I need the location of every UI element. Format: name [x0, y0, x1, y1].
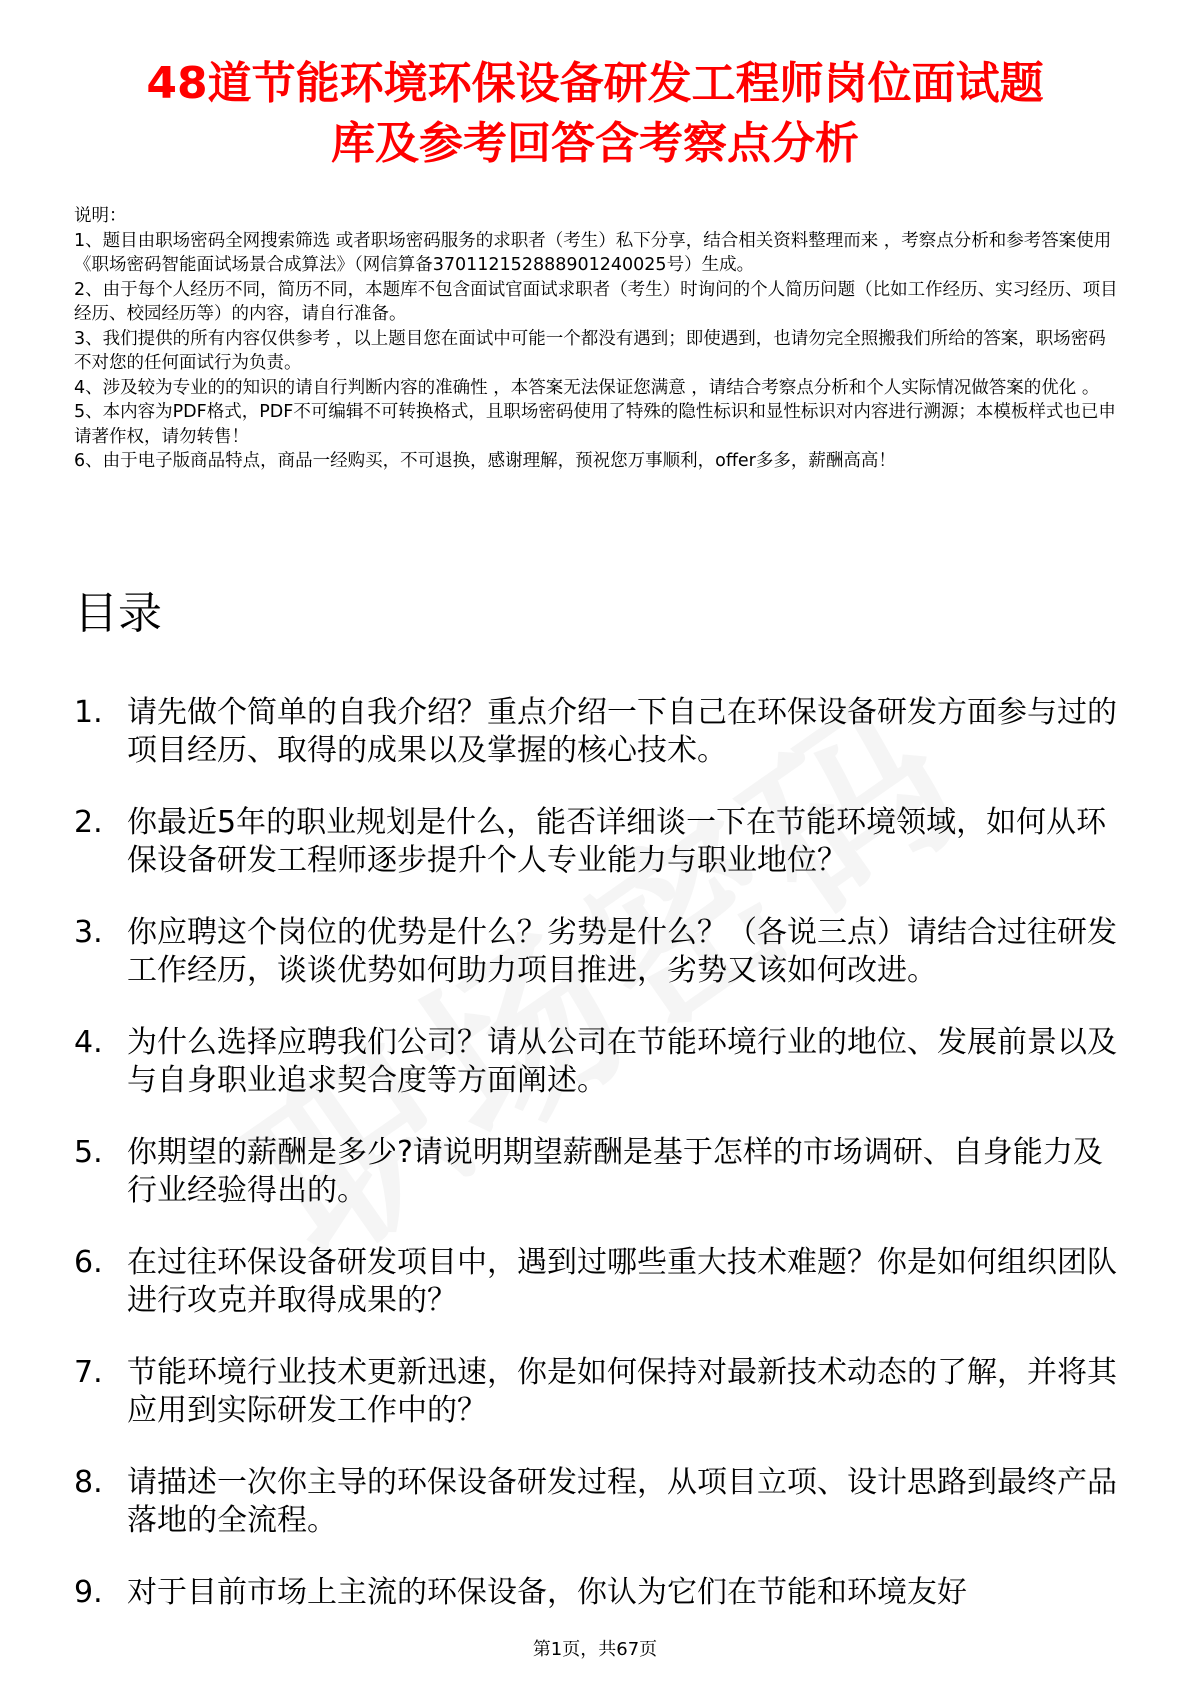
- toc-item[interactable]: [74, 1354, 1124, 1430]
- toc-item-text: 为什么选择应聘我们公司？请从公司在节能环境行业的地位、发展前景以及与自身职业追求契合度等方面阐述。: [127, 1025, 1117, 1098]
- toc-item-number: 9.: [74, 1575, 103, 1610]
- toc-item[interactable]: [74, 1024, 1124, 1100]
- note-item: 4、涉及较为专业的的知识的请自行判断内容的准确性 ，本答案无法保证您满意 ，请结合考察点分析和个人实际情况做答案的优化 。: [74, 377, 1100, 398]
- title-line-2: 库及参考回答含考察点分析: [331, 118, 859, 169]
- toc-item[interactable]: [74, 1244, 1124, 1320]
- toc-item-number: 2.: [74, 805, 103, 840]
- notes-heading: 说明：: [74, 206, 127, 226]
- page-footer: 第1页，共67页: [532, 1639, 658, 1660]
- toc-item-number: 4.: [74, 1025, 103, 1060]
- note-item: 5、本内容为PDF格式，PDF不可编辑不可转换格式，且职场密码使用了特殊的隐性标识和显性标识对内容进行溯源；本模板样式也已申请著作权，请勿转售！: [74, 402, 1116, 447]
- document-title: [60, 54, 1130, 174]
- toc-item-text: 你最近5年的职业规划是什么，能否详细谈一下在节能环境领域，如何从环保设备研发工程师逐步提升个人专业能力与职业地位？: [127, 805, 1107, 878]
- toc-item[interactable]: [74, 694, 1124, 770]
- title-line-1: 48道节能环境环保设备研发工程师岗位面试题: [146, 58, 1044, 109]
- toc-item-number: 5.: [74, 1135, 103, 1170]
- toc-item[interactable]: [74, 804, 1124, 880]
- note-item: 6、由于电子版商品特点，商品一经购买，不可退换，感谢理解，预祝您万事顺利，offer多多，薪酬高高！: [74, 451, 896, 471]
- table-of-contents: [74, 694, 1124, 1646]
- toc-item-text: 请先做个简单的自我介绍？重点介绍一下自己在环保设备研发方面参与过的项目经历、取得的成果以及掌握的核心技术。: [127, 695, 1117, 768]
- toc-item-number: 7.: [74, 1355, 103, 1390]
- note-item: 1、题目由职场密码全网搜索筛选 或者职场密码服务的求职者（考生）私下分享，结合相关资料整理而来 ，考察点分析和参考答案使用《职场密码智能面试场景合成算法》（网信算备370112152888901240025号）生成。: [74, 230, 1112, 275]
- disclaimer-notes: [74, 204, 1119, 474]
- toc-item-number: 6.: [74, 1245, 103, 1280]
- toc-item-number: 1.: [74, 695, 103, 730]
- toc-item-text: 节能环境行业技术更新迅速，你是如何保持对最新技术动态的了解，并将其应用到实际研发工作中的？: [127, 1355, 1117, 1428]
- toc-item-number: 8.: [74, 1465, 103, 1500]
- note-item: 2、由于每个人经历不同，简历不同，本题库不包含面试官面试求职者（考生）时询问的个人简历问题（比如工作经历、实习经历、项目经历、校园经历等）的内容，请自行准备。: [74, 279, 1118, 324]
- toc-item-text: 在过往环保设备研发项目中，遇到过哪些重大技术难题？你是如何组织团队进行攻克并取得成果的？: [127, 1245, 1117, 1318]
- toc-item-number: 3.: [74, 915, 103, 950]
- toc-item-text: 你应聘这个岗位的优势是什么？劣势是什么？（各说三点）请结合过往研发工作经历，谈谈优势如何助力项目推进，劣势又该如何改进。: [127, 915, 1117, 988]
- toc-item-text: 你期望的薪酬是多少?请说明期望薪酬是基于怎样的市场调研、自身能力及行业经验得出的。: [127, 1135, 1103, 1208]
- toc-item-text: 请描述一次你主导的环保设备研发过程，从项目立项、设计思路到最终产品落地的全流程。: [127, 1465, 1117, 1538]
- toc-item[interactable]: [74, 914, 1124, 990]
- toc-heading: 目录: [74, 588, 162, 639]
- note-item: 3、我们提供的所有内容仅供参考 ，以上题目您在面试中可能一个都没有遇到；即使遇到，也请勿完全照搬我们所给的答案，职场密码不对您的任何面试行为负责。: [74, 328, 1106, 373]
- toc-item[interactable]: [74, 1134, 1124, 1210]
- toc-item[interactable]: [74, 1574, 1124, 1612]
- toc-item-text: 对于目前市场上主流的环保设备，你认为它们在节能和环境友好: [127, 1575, 967, 1610]
- toc-item[interactable]: [74, 1464, 1124, 1540]
